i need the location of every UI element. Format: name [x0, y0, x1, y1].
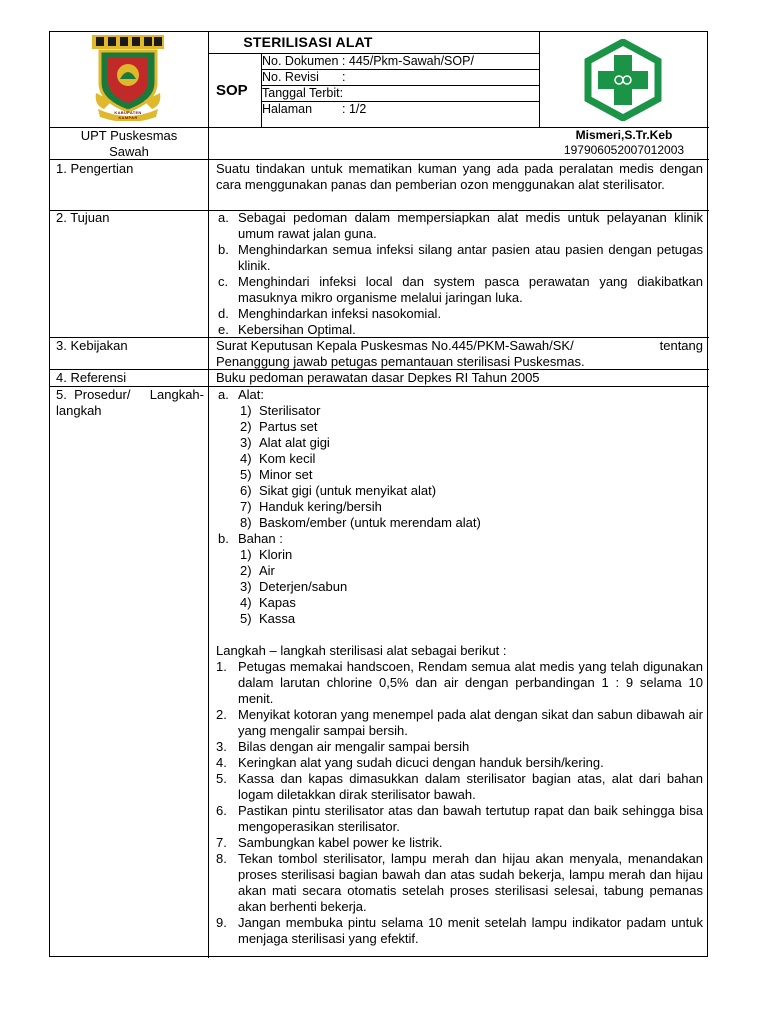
item-marker: 4)	[240, 595, 252, 610]
item-marker: e.	[218, 322, 229, 337]
list-item	[216, 242, 703, 274]
item-text: Deterjen/sabun	[259, 579, 348, 594]
step-marker: 2.	[216, 707, 227, 722]
list-item	[216, 322, 703, 338]
meta-label: No. Dokumen	[262, 54, 339, 68]
signer-name: Mismeri,S.Tr.Keb	[575, 128, 673, 142]
list-item	[216, 467, 703, 483]
list-item	[216, 611, 703, 627]
item-text: Kom kecil	[259, 451, 316, 466]
step-text: Jangan membuka pintu selama 10 menit setelah lampu indikator padam untuk menjaga sterilisasi yang efektif.	[238, 915, 703, 946]
kebijakan-line1-end: tentang	[659, 338, 703, 353]
item-text: Menghindarkan infeksi nasokomial.	[238, 306, 442, 321]
meta-page	[262, 101, 541, 118]
item-marker: 7)	[240, 499, 252, 514]
list-item	[216, 483, 703, 499]
item-text: Bahan :	[238, 531, 283, 546]
step-marker: 5.	[216, 771, 227, 786]
step-text: Menyikat kotoran yang menempel pada alat dengan sikat dan sabun dibawah air yang mengalir sampai bersih.	[238, 707, 703, 738]
list-item	[216, 274, 703, 306]
step-text: Petugas memakai handscoen, Rendam semua alat medis yang telah digunakan dalam larutan chlorine 0,5% dan air dengan perbandingan 1 : 9 selama 10 menit.	[238, 659, 703, 706]
step-item	[216, 707, 703, 739]
meta-value: :	[342, 70, 346, 84]
meta-issue-date	[262, 85, 541, 102]
list-item	[216, 419, 703, 435]
list-item	[216, 306, 703, 322]
item-marker: 2)	[240, 419, 252, 434]
list-item	[216, 563, 703, 579]
step-text: Keringkan alat yang sudah dicuci dengan handuk bersih/kering.	[238, 755, 604, 770]
sop-document	[49, 31, 708, 957]
kampar-regency-logo	[90, 35, 166, 121]
referensi-text: Buku pedoman perawatan dasar Depkes RI Tahun 2005	[216, 370, 540, 385]
item-text: Partus set	[259, 419, 318, 434]
list-item	[216, 451, 703, 467]
item-marker: c.	[218, 274, 229, 289]
item-marker: b.	[218, 242, 229, 257]
step-item	[216, 851, 703, 915]
sop-label: SOP	[216, 82, 248, 99]
item-text: Klorin	[259, 547, 293, 562]
section-label-pengertian: 1. Pengertian	[56, 161, 134, 176]
list-item	[216, 210, 703, 242]
item-marker: 8)	[240, 515, 252, 530]
item-text: Menghindari infeksi local dan system pasca perawatan yang diakibatkan masuknya mikro organisme melalui jaringan luka.	[238, 274, 703, 305]
puskesmas-logo	[583, 39, 663, 121]
list-item	[216, 547, 703, 563]
meta-value: : 1/2	[342, 102, 367, 116]
item-text: Sebagai pedoman dalam mempersiapkan alat medis untuk pelayanan klinik umum rawat jalan guna.	[238, 210, 703, 241]
alat-heading	[216, 387, 703, 403]
item-marker: a.	[218, 387, 229, 402]
item-marker: b.	[218, 531, 229, 546]
section-label-prosedur	[56, 387, 204, 419]
list-item	[216, 499, 703, 515]
item-marker: 5)	[240, 467, 252, 482]
step-marker: 3.	[216, 739, 227, 754]
item-marker: 6)	[240, 483, 252, 498]
item-text: Sterilisator	[259, 403, 321, 418]
step-marker: 9.	[216, 915, 227, 930]
item-text: Kapas	[259, 595, 296, 610]
step-text: Bilas dengan air mengalir sampai bersih	[238, 739, 470, 754]
item-marker: 1)	[240, 403, 252, 418]
item-marker: 5)	[240, 611, 252, 626]
step-marker: 8.	[216, 851, 227, 866]
step-text: Tekan tombol sterilisator, lampu merah dan hijau akan menyala, menandakan proses sterilisasi bagian bawah dan atas sudah bekerja, lampu merah dan hijau akan mati secara otomatis setelah proses sterilisasi selesai, tabung pemanas akan berhenti bekerja.	[238, 851, 703, 914]
item-marker: 3)	[240, 435, 252, 450]
step-text: Sambungkan kabel power ke listrik.	[238, 835, 443, 850]
pengertian-text: Suatu tindakan untuk mematikan kuman yang ada pada peralatan medis dengan cara menggunakan panas dan pemberian ozon menggunakan alat sterilisator.	[216, 161, 703, 192]
step-item	[216, 755, 703, 771]
step-item	[216, 803, 703, 835]
item-text: Alat:	[238, 387, 265, 402]
step-item	[216, 659, 703, 707]
prosedur-content	[216, 387, 703, 947]
item-text: Handuk kering/bersih	[259, 499, 382, 514]
step-item	[216, 739, 703, 755]
item-text: Sikat gigi (untuk menyikat alat)	[259, 483, 437, 498]
tujuan-list	[216, 210, 703, 338]
kebijakan-line1: Surat Keputusan Kepala Puskesmas No.445/PKM-Sawah/SK/	[216, 338, 574, 353]
list-item	[216, 579, 703, 595]
kebijakan-text	[216, 338, 703, 370]
org-line2: Sawah	[109, 144, 149, 159]
org-name	[50, 128, 208, 160]
item-text: Kassa	[259, 611, 296, 626]
section-label-kebijakan: 3. Kebijakan	[56, 338, 128, 353]
prosedur-label-part: 5. Prosedur/	[56, 387, 131, 402]
signer-block	[539, 128, 709, 158]
section-label-referensi: 4. Referensi	[56, 370, 127, 385]
signer-nip: 197906052007012003	[563, 143, 685, 157]
column-divider	[208, 32, 209, 958]
list-item	[216, 403, 703, 419]
item-marker: 4)	[240, 451, 252, 466]
step-marker: 7.	[216, 835, 227, 850]
step-marker: 1.	[216, 659, 227, 674]
item-text: Minor set	[259, 467, 313, 482]
list-item	[216, 595, 703, 611]
step-item	[216, 915, 703, 947]
meta-value: : 445/Pkm-Sawah/SOP/	[341, 54, 474, 68]
item-text: Alat alat gigi	[259, 435, 330, 450]
step-marker: 4.	[216, 755, 227, 770]
item-marker: a.	[218, 210, 229, 225]
steps-intro: Langkah – langkah sterilisasi alat sebagai berikut :	[216, 643, 507, 658]
meta-label: Tanggal Terbit:	[262, 86, 344, 100]
step-text: Pastikan pintu sterilisator atas dan bawah tertutup rapat dan baik sehingga bisa mengoperasikan sterilisator.	[238, 803, 703, 834]
document-title: STERILISASI ALAT	[243, 34, 373, 50]
meta-doc-number	[262, 53, 541, 70]
meta-label: Halaman	[262, 102, 313, 116]
step-item	[216, 771, 703, 803]
item-text: Air	[259, 563, 275, 578]
bahan-heading	[216, 531, 703, 547]
list-item	[216, 435, 703, 451]
meta-label: No. Revisi	[262, 70, 319, 84]
step-text: Kassa dan kapas dimasukkan dalam sterilisator bagian atas, alat dari bahan logam diletakkan dirak sterilisator bawah.	[238, 771, 703, 802]
section-label-tujuan: 2. Tujuan	[56, 210, 110, 225]
item-marker: 3)	[240, 579, 252, 594]
meta-revision	[262, 69, 541, 86]
item-text: Menghindarkan semua infeksi silang antar pasien atau pasien dengan petugas klinik.	[238, 242, 703, 273]
step-item	[216, 835, 703, 851]
item-marker: 2)	[240, 563, 252, 578]
prosedur-label-line2: langkah	[56, 403, 102, 418]
step-marker: 6.	[216, 803, 227, 818]
prosedur-label-part: Langkah-	[149, 387, 204, 402]
logo-caption: KABUPATEN KAMPAR	[114, 110, 142, 120]
item-marker: 1)	[240, 547, 252, 562]
org-line1: UPT Puskesmas	[80, 128, 178, 143]
kebijakan-line2: Penanggung jawab petugas pemantauan sterilisasi Puskesmas.	[216, 354, 585, 369]
item-marker: d.	[218, 306, 229, 321]
item-text: Baskom/ember (untuk merendam alat)	[259, 515, 481, 530]
item-text: Kebersihan Optimal.	[238, 322, 356, 337]
list-item	[216, 515, 703, 531]
